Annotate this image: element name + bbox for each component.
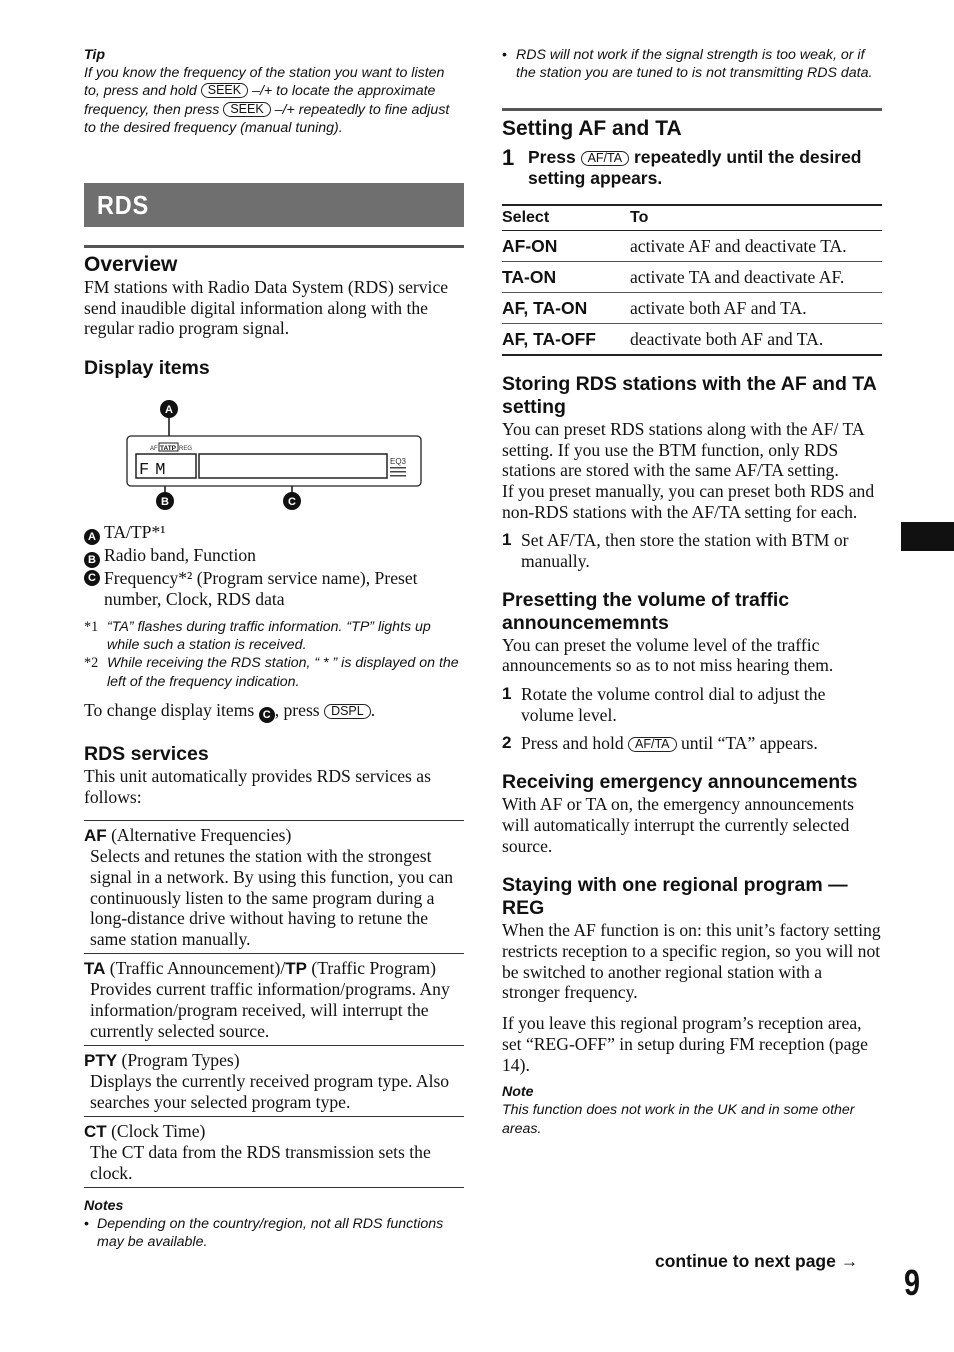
presetting-step2-text — [521, 733, 818, 754]
tip-text-part1: If you know the frequency of the station you want to listen to, press and hold — [84, 65, 445, 100]
tip-text — [84, 64, 464, 138]
setting-step-part2: repeatedly until the desired setting appears. — [528, 146, 862, 188]
storing-step-text: Set AF/TA, then store the station with BTM or manually. — [521, 530, 849, 572]
presetting-step1-text: Rotate the volume control dial to adjust the volume level. — [521, 684, 826, 725]
change-text-1: To change display items — [84, 700, 255, 721]
seek-key-2: SEEK — [223, 102, 270, 117]
callout-a: A — [165, 404, 173, 417]
tip-box — [84, 46, 464, 138]
storing-p2: If you preset manually, you can preset both RDS and non-RDS stations with the AF/TA setting for each. — [502, 480, 875, 522]
eq-indicator: EQ3 — [390, 457, 407, 467]
table-cell-to: activate TA and deactivate AF. — [630, 261, 882, 292]
table-cell-select: AF, TA-OFF — [502, 323, 630, 355]
presetting-step-1 — [502, 684, 882, 725]
table-cell-to: deactivate both AF and TA. — [630, 323, 882, 355]
table-cell-select: AF, TA-ON — [502, 292, 630, 323]
notes-heading: Notes — [84, 1197, 124, 1214]
presetting-step2-part2: until “TA” appears. — [680, 732, 818, 753]
legend-text-a: TA/TP*¹ — [104, 522, 166, 543]
service-af-name: (Alternative Frequencies) — [106, 824, 292, 845]
footnotes — [84, 618, 464, 692]
table-header-row — [502, 205, 882, 231]
setting-af-ta-title: Setting AF and TA — [502, 116, 682, 140]
note-bullet: • — [84, 1215, 89, 1232]
service-ct — [84, 1117, 464, 1188]
regional-note: This function does not work in the UK and in some other areas. — [502, 1102, 855, 1137]
chapter-tab — [901, 522, 954, 551]
legend-item-b — [84, 545, 464, 568]
table-row — [502, 323, 882, 355]
display-diagram-svg — [84, 382, 464, 522]
note-item-text: Depending on the country/region, not all RDS functions may be available. — [97, 1215, 444, 1251]
rds-services-title: RDS services — [84, 743, 209, 766]
service-tp-name: (Traffic Program) — [306, 957, 436, 978]
rds-heading: RDS — [97, 190, 150, 220]
service-ct-abbr: CT — [84, 1121, 107, 1141]
service-ta-name: (Traffic Announcement)/ — [105, 957, 286, 978]
presetting-step2-num: 2 — [502, 732, 512, 752]
reg-indicator: REG — [179, 446, 193, 453]
regional-note-heading: Note — [502, 1084, 534, 1101]
note-item — [84, 1215, 464, 1252]
af-ta-key: AF/TA — [581, 151, 630, 166]
continue-next-page: continue to next page → — [655, 1251, 859, 1271]
legend-text-b: Radio band, Function — [104, 545, 256, 566]
table-cell-select: TA-ON — [502, 261, 630, 292]
legend-marker-b: B — [84, 552, 100, 568]
table-row — [502, 230, 882, 261]
presetting-title: Presetting the volume of traffic announcememnts — [502, 588, 790, 634]
legend-item-a — [84, 522, 464, 545]
left-column — [84, 253, 464, 1252]
footnote-2-text: While receiving the RDS station, “ * ” is displayed on the left of the frequency indication. — [107, 655, 459, 690]
service-pty — [84, 1046, 464, 1117]
service-af-abbr: AF — [84, 825, 107, 845]
change-text-2: , press — [274, 700, 320, 721]
table-row — [502, 261, 882, 292]
page-number: 9 — [904, 1262, 921, 1303]
service-ct-name: (Clock Time) — [106, 1120, 206, 1141]
af-ta-table — [502, 204, 882, 356]
regional-title: Staying with one regional program — REG — [502, 874, 848, 920]
emergency-title: Receiving emergency announcements — [502, 771, 858, 794]
service-ta-desc: Provides current traffic information/programs. Any information/program received, will interrupt the currently selected source. — [90, 979, 450, 1041]
tip-heading: Tip — [84, 47, 106, 63]
service-pty-abbr: PTY — [84, 1050, 118, 1070]
setting-rule — [502, 108, 882, 111]
emergency-p: With AF or TA on, the emergency announcements will automatically interrupt the currently selected source. — [502, 794, 854, 856]
overview-title: Overview — [84, 253, 178, 276]
rds-section-bar — [84, 183, 464, 227]
right-column — [502, 46, 882, 1138]
regional-p2: If you leave this regional program’s reception area, set “REG-OFF” in setup during FM reception (page 14). — [502, 1013, 868, 1075]
callout-b: B — [161, 496, 169, 509]
rds-services-intro: This unit automatically provides RDS services as follows: — [84, 766, 431, 807]
presetting-p: You can preset the volume level of the traffic announcements so as to not miss hearing them. — [502, 634, 834, 676]
presetting-step2-part1: Press and hold — [521, 732, 624, 753]
table-cell-to: activate AF and deactivate TA. — [630, 230, 882, 261]
legend-marker-c: C — [84, 570, 100, 586]
service-pty-desc: Displays the currently received program type. Also searches your selected program type. — [90, 1071, 450, 1112]
display-items-title: Display items — [84, 357, 210, 380]
presetting-step-2 — [502, 733, 882, 754]
service-af — [84, 821, 464, 954]
footnote-2 — [84, 654, 464, 691]
service-pty-name: (Program Types) — [117, 1049, 240, 1070]
footnote-1-text: “TA” flashes during traffic information. “TP” lights up while such a station is received. — [107, 618, 431, 653]
rds-services-list — [84, 820, 464, 1188]
band-readout: FM — [139, 461, 172, 481]
tatp-indicator: TATP — [160, 445, 177, 453]
dspl-key: DSPL — [324, 704, 371, 719]
table-cell-to: activate both AF and TA. — [630, 292, 882, 323]
overview-text: FM stations with Radio Data System (RDS) service send inaudible digital information along with the regular radio program signal. — [84, 277, 449, 339]
service-tp-abbr: TP — [285, 958, 307, 978]
legend-text-c: Frequency*² (Program service name), Preset number, Clock, RDS data — [104, 568, 418, 609]
tip-text-part3: –/+ repeatedly to fine adjust to the desired frequency (manual tuning). — [84, 101, 450, 137]
service-af-desc: Selects and retunes the station with the strongest signal in a network. By using this function, you can continuously listen to the same program during a long-distance drive without having to retune the same station manually. — [90, 846, 454, 950]
storing-step-num: 1 — [502, 530, 512, 550]
storing-title: Storing RDS stations with the AF and TA setting — [502, 372, 877, 418]
overview-rule — [84, 245, 464, 248]
rds-note-text: RDS will not work if the signal strength is too weak, or if the station you are tuned to is not transmitting RDS data. — [516, 47, 873, 82]
table-header-to: To — [630, 205, 882, 231]
change-text-3: . — [370, 700, 376, 721]
storing-step — [502, 530, 882, 571]
tip-text-part2: –/+ to locate the approximate frequency, then press — [84, 83, 436, 118]
rds-note-top — [502, 46, 882, 83]
footnote-1 — [84, 618, 464, 655]
footnote-2-mark: *2 — [84, 655, 99, 672]
display-legend — [84, 522, 464, 609]
display-diagram — [84, 382, 464, 522]
legend-marker-a: A — [84, 529, 100, 545]
af-indicator: AF — [150, 446, 158, 453]
setting-step-num: 1 — [502, 144, 515, 170]
change-marker-c: C — [259, 707, 275, 723]
setting-step — [502, 144, 882, 189]
setting-step-text — [528, 147, 882, 189]
table-row — [502, 292, 882, 323]
level-meter — [390, 467, 406, 477]
callout-c: C — [288, 496, 296, 509]
table-header-select: Select — [502, 205, 630, 231]
presetting-step1-num: 1 — [502, 684, 512, 704]
service-ta-tp — [84, 954, 464, 1046]
seek-key: SEEK — [201, 83, 248, 98]
notes-left — [84, 1197, 464, 1252]
service-ta-abbr: TA — [84, 958, 106, 978]
service-ct-desc: The CT data from the RDS transmission sets the clock. — [90, 1142, 431, 1184]
footnote-1-mark: *1 — [84, 618, 99, 635]
table-cell-select: AF-ON — [502, 230, 630, 261]
af-ta-key-2: AF/TA — [628, 737, 677, 752]
legend-item-c — [84, 568, 464, 609]
storing-p1: You can preset RDS stations along with the AF/ TA setting. If you use the BTM function, only RDS stations are stored with the same AF/TA setting. — [502, 418, 864, 481]
regional-p1: When the AF function is on: this unit’s factory setting restricts reception to a specific region, so you will not be switched to another regional station with a stronger frequency. — [502, 920, 881, 1003]
rds-note-bullet: • — [502, 47, 507, 63]
change-display-text — [84, 700, 464, 723]
setting-step-part1: Press — [528, 146, 576, 167]
